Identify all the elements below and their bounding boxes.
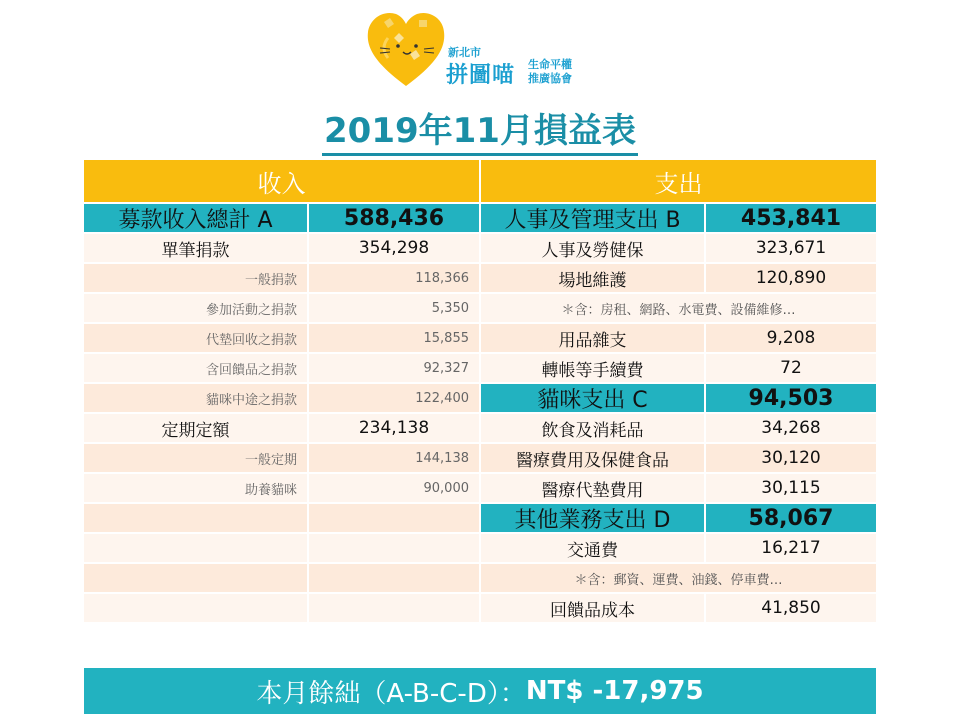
expense-item-value: 72 <box>706 354 876 382</box>
income-header: 收入 <box>84 160 481 202</box>
expense-header: 支出 <box>481 160 876 202</box>
empty-income-value <box>309 594 481 622</box>
empty-income-value <box>309 534 481 562</box>
net-balance-bar <box>84 668 876 714</box>
table-row <box>84 384 876 414</box>
expense-section-value: 453,841 <box>706 204 876 232</box>
expense-item-value: 30,115 <box>706 474 876 502</box>
expense-item-value: 41,850 <box>706 594 876 622</box>
expense-section-label: 人事及管理支出 B <box>481 204 706 232</box>
table-row <box>84 534 876 564</box>
expense-item-label: 飲食及消耗品 <box>481 414 706 442</box>
report-title-wrapper <box>0 103 960 152</box>
table-row <box>84 564 876 594</box>
income-statement-table <box>84 160 876 624</box>
income-subitem-value: 5,350 <box>309 294 481 322</box>
expense-item-value: 34,268 <box>706 414 876 442</box>
logo-sub-text-2: 推廣協會 <box>528 72 572 85</box>
income-subitem-label: 貓咪中途之捐款 <box>84 384 309 412</box>
expense-item-value: 120,890 <box>706 264 876 292</box>
table-row <box>84 444 876 474</box>
expense-item-label: 回饋品成本 <box>481 594 706 622</box>
income-subitem-label: 助養貓咪 <box>84 474 309 502</box>
table-row <box>84 594 876 624</box>
income-subitem-value: 15,855 <box>309 324 481 352</box>
expense-item-label: 交通費 <box>481 534 706 562</box>
logo-name-text: 拼圖喵 <box>446 63 516 88</box>
expense-section-value: 94,503 <box>706 384 876 412</box>
income-subitem-label: 參加活動之捐款 <box>84 294 309 322</box>
income-item-value: 354,298 <box>309 234 481 262</box>
net-balance-label: 本月餘絀（A-B-C-D）： <box>256 678 526 709</box>
income-total-label: 募款收入總計 A <box>84 204 309 232</box>
expense-item-label: 人事及勞健保 <box>481 234 706 262</box>
expense-section-label: 貓咪支出 C <box>481 384 706 412</box>
logo-sub-text-1: 生命平權 <box>528 58 572 71</box>
income-subitem-label: 含回饋品之捐款 <box>84 354 309 382</box>
income-subitem-value: 144,138 <box>309 444 481 472</box>
empty-income-cell <box>84 504 309 532</box>
income-item-label: 定期定額 <box>84 414 309 442</box>
expense-item-value: 323,671 <box>706 234 876 262</box>
income-subitem-value: 122,400 <box>309 384 481 412</box>
expense-item-label: 醫療費用及保健食品 <box>481 444 706 472</box>
table-row <box>84 354 876 384</box>
table-row <box>84 234 876 264</box>
logo-city-text: 新北市 <box>448 46 481 59</box>
report-title: 2019年11月損益表 <box>322 111 638 156</box>
expense-item-value: 9,208 <box>706 324 876 352</box>
expense-item-value: 30,120 <box>706 444 876 472</box>
expense-item-label: 場地維護 <box>481 264 706 292</box>
income-subitem-value: 90,000 <box>309 474 481 502</box>
empty-income-cell <box>84 564 309 592</box>
expense-item-label: 用品雜支 <box>481 324 706 352</box>
table-row <box>84 414 876 444</box>
income-subitem-value: 92,327 <box>309 354 481 382</box>
income-subitem-label: 一般捐款 <box>84 264 309 292</box>
income-item-label: 單筆捐款 <box>84 234 309 262</box>
empty-income-cell <box>84 594 309 622</box>
puzzle-heart-cat-logo-icon <box>364 8 448 90</box>
table-row <box>84 294 876 324</box>
table-row <box>84 504 876 534</box>
expense-note: ＊含：房租、網路、水電費、設備維修… <box>481 294 876 322</box>
expense-item-label: 轉帳等手續費 <box>481 354 706 382</box>
table-row <box>84 324 876 354</box>
table-row <box>84 204 876 234</box>
net-balance-amount: NT$ -17,975 <box>525 676 704 706</box>
table-header-row <box>84 160 876 204</box>
expense-section-value: 58,067 <box>706 504 876 532</box>
expense-note: ＊含：郵資、運費、油錢、停車費… <box>481 564 876 592</box>
table-row <box>84 264 876 294</box>
table-row <box>84 474 876 504</box>
expense-item-label: 醫療代墊費用 <box>481 474 706 502</box>
expense-section-label: 其他業務支出 D <box>481 504 706 532</box>
empty-income-value <box>309 504 481 532</box>
income-subitem-value: 118,366 <box>309 264 481 292</box>
empty-income-cell <box>84 534 309 562</box>
income-subitem-label: 一般定期 <box>84 444 309 472</box>
association-logo <box>364 8 604 90</box>
income-subitem-label: 代墊回收之捐款 <box>84 324 309 352</box>
income-item-value: 234,138 <box>309 414 481 442</box>
empty-income-value <box>309 564 481 592</box>
expense-item-value: 16,217 <box>706 534 876 562</box>
income-total-value: 588,436 <box>309 204 481 232</box>
